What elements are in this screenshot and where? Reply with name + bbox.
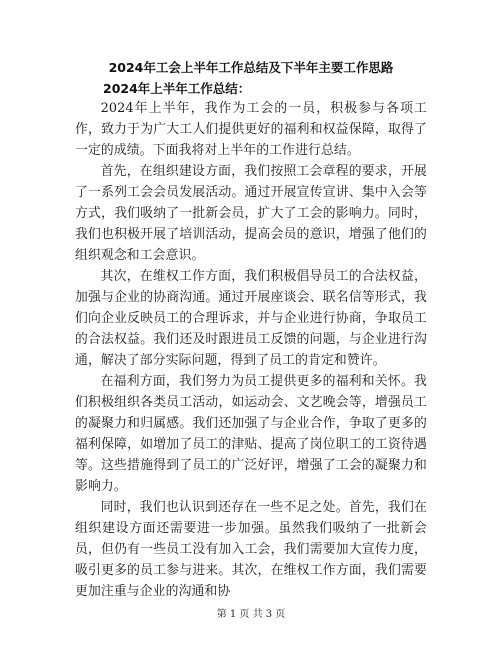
paragraph-organization: 首先，在组织建设方面，我们按照工会章程的要求，开展了一系列工会会员发展活动。通过开展宣传宣讲、集中入会等方式，我们吸纳了一批新会员，扩大了工会的影响力。同时，我们也积极开展了培训活动，提高会员的意识，增强了他们的组织观念和工会意识。 <box>75 164 427 263</box>
paragraph-welfare: 在福利方面，我们努力为员工提供更多的福利和关怀。我们积极组织各类员工活动，如运动会、文艺晚会等，增强员工的凝聚力和归属感。我们还加强了与企业合作，争取了更多的福利保障，如增加了员工的津贴、提高了岗位职工的工资待遇等。这些措施得到了员工的广泛好评，增强了工会的凝聚力和影响力。 <box>75 374 427 494</box>
paragraph-intro: 2024年上半年，我作为工会的一员，积极参与各项工作，致力于为广大工人们提供更好的福利和权益保障，取得了一定的成绩。下面我将对上半年的工作进行总结。 <box>75 101 427 158</box>
paragraph-rights: 其次，在维权工作方面，我们积极倡导员工的合法权益，加强与企业的协商沟通。通过开展座谈会、联名信等形式，我们向企业反映员工的合理诉求，并与企业进行协商，争取员工的合法权益。我们还及时跟进员工反馈的问题，与企业进行沟通，解决了部分实际问题，得到了员工的肯定和赞许。 <box>75 269 427 368</box>
page-number-footer: 第 1 页 共 3 页 <box>216 609 286 620</box>
document-title: 2024年工会上半年工作总结及下半年主要工作思路 <box>108 60 394 75</box>
document-body <box>75 98 427 602</box>
section-heading: 2024年上半年工作总结： <box>103 81 251 96</box>
paragraph-shortcomings: 同时，我们也认识到还存在一些不足之处。首先，我们在组织建设方面还需要进一步加强。虽然我们吸纳了一批新会员，但仍有一些员工没有加入工会，我们需要加大宣传力度，吸引更多的员工参与进来。其次，在维权工作方面，我们需要更加注重与企业的沟通和协 <box>75 500 427 599</box>
